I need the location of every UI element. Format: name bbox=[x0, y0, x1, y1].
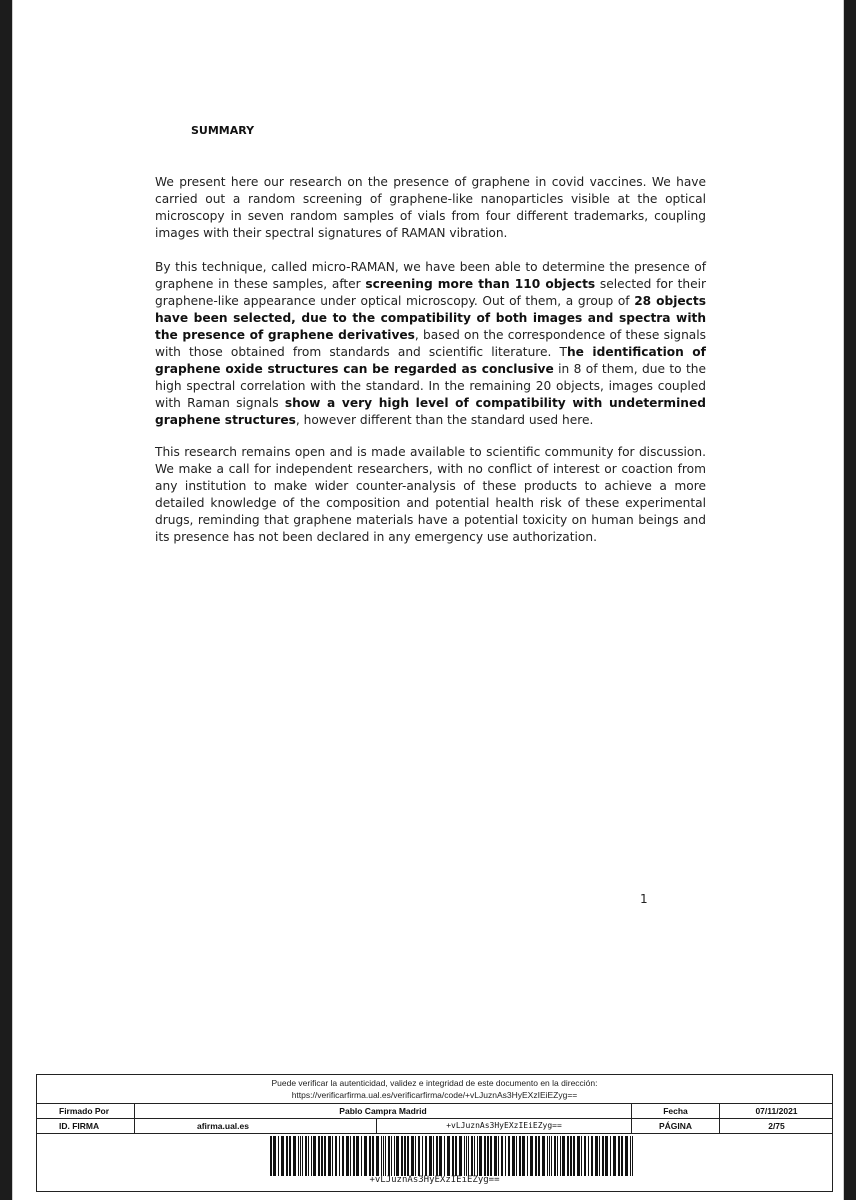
barcode-bar bbox=[464, 1136, 465, 1176]
barcode-bar bbox=[487, 1136, 489, 1176]
barcode-bar bbox=[581, 1136, 582, 1176]
barcode-bar bbox=[418, 1136, 420, 1176]
barcode-bar bbox=[436, 1136, 438, 1176]
signature-date: 07/11/2021 bbox=[719, 1104, 833, 1118]
barcode-bar bbox=[455, 1136, 457, 1176]
barcode-bar bbox=[335, 1136, 337, 1176]
barcode-bar bbox=[385, 1136, 386, 1176]
barcode-bar bbox=[479, 1136, 482, 1176]
bold-text-run: show a very high level of compatibility with undetermined graphene structures bbox=[155, 396, 706, 427]
barcode-bar bbox=[468, 1136, 469, 1176]
barcode-bar bbox=[573, 1136, 575, 1176]
barcode-bar bbox=[484, 1136, 486, 1176]
paragraph-call bbox=[155, 444, 706, 546]
barcode-bar bbox=[498, 1136, 499, 1176]
signer-name: Pablo Campra Madrid bbox=[134, 1104, 631, 1118]
barcode-bar bbox=[383, 1136, 384, 1176]
barcode-bar bbox=[302, 1136, 303, 1176]
barcode-bar bbox=[577, 1136, 580, 1176]
barcode-bar bbox=[625, 1136, 628, 1176]
barcode-bar bbox=[425, 1136, 427, 1176]
barcode-bar bbox=[459, 1136, 462, 1176]
barcode-bar bbox=[554, 1136, 556, 1176]
barcode-bar bbox=[328, 1136, 331, 1176]
text-run: By this technique, called micro-RAMAN, we have been able to determine the presence of graphene in these samples, after bbox=[155, 260, 706, 291]
barcode-bar bbox=[381, 1136, 382, 1176]
barcode-bar bbox=[538, 1136, 540, 1176]
barcode-bar bbox=[444, 1136, 445, 1176]
barcode-bar bbox=[396, 1136, 399, 1176]
barcode-bar bbox=[551, 1136, 552, 1176]
document-page bbox=[12, 0, 844, 1200]
barcode-bar bbox=[630, 1136, 631, 1176]
page-number: 1 bbox=[640, 892, 648, 906]
barcode-bar bbox=[321, 1136, 323, 1176]
barcode-bar bbox=[270, 1136, 272, 1176]
barcode-bar bbox=[401, 1136, 403, 1176]
barcode-bar bbox=[411, 1136, 414, 1176]
barcode-bar bbox=[557, 1136, 558, 1176]
barcode-bar bbox=[605, 1136, 608, 1176]
date-label: Fecha bbox=[631, 1104, 719, 1118]
barcode-bar bbox=[494, 1136, 497, 1176]
id-host: afirma.ual.es bbox=[134, 1119, 376, 1133]
bold-text-run: he identification of graphene oxide structures can be regarded as conclusive bbox=[155, 345, 706, 376]
barcode-bar bbox=[364, 1136, 367, 1176]
barcode-bar bbox=[300, 1136, 301, 1176]
paragraph-intro bbox=[155, 174, 706, 242]
barcode-bar bbox=[311, 1136, 312, 1176]
signature-box bbox=[36, 1074, 833, 1192]
barcode-bar bbox=[305, 1136, 307, 1176]
barcode-bar bbox=[547, 1136, 548, 1176]
barcode-bar bbox=[602, 1136, 604, 1176]
barcode-bar bbox=[439, 1136, 442, 1176]
barcode-bar bbox=[474, 1136, 475, 1176]
barcode-bar bbox=[433, 1136, 434, 1176]
barcode-bar bbox=[466, 1136, 467, 1176]
barcode-bar bbox=[339, 1136, 340, 1176]
barcode-bar bbox=[584, 1136, 586, 1176]
barcode-bar bbox=[278, 1136, 279, 1176]
barcode-bar bbox=[613, 1136, 616, 1176]
barcode-bar bbox=[595, 1136, 598, 1176]
barcode-bar bbox=[388, 1136, 390, 1176]
signed-by-label: Firmado Por bbox=[59, 1106, 110, 1116]
barcode-bar bbox=[415, 1136, 416, 1176]
barcode-bar bbox=[490, 1136, 492, 1176]
bold-text-run: screening more than 110 objects bbox=[365, 277, 596, 291]
barcode-bar bbox=[542, 1136, 545, 1176]
barcode-bar bbox=[372, 1136, 374, 1176]
barcode-bar bbox=[286, 1136, 288, 1176]
barcode-bar bbox=[549, 1136, 550, 1176]
barcode-bar bbox=[591, 1136, 593, 1176]
barcode-text: +vLJuznAs3HyEXzIEiEZyg== bbox=[369, 1175, 500, 1185]
barcode-bar bbox=[308, 1136, 309, 1176]
barcode-bar bbox=[313, 1136, 316, 1176]
barcode-bar bbox=[293, 1136, 296, 1176]
barcode-bar bbox=[512, 1136, 515, 1176]
barcode-bar bbox=[361, 1136, 362, 1176]
verify-url[interactable]: https://verificarfirma.ual.es/verificarfirma/code/+vLJuznAs3HyEXzIEiEZyg== bbox=[291, 1090, 578, 1100]
text-run: , however different than the standard used here. bbox=[295, 413, 594, 427]
barcode-bar bbox=[289, 1136, 291, 1176]
barcode-bar bbox=[298, 1136, 299, 1176]
barcode-bar bbox=[273, 1136, 276, 1176]
barcode-bar bbox=[599, 1136, 600, 1176]
paragraph-method bbox=[155, 259, 706, 429]
text-run: selected for their graphene-like appearance under optical microscopy. Out of them, a group of bbox=[155, 277, 706, 308]
barcode-bar bbox=[632, 1136, 633, 1176]
barcode-bar bbox=[471, 1136, 473, 1176]
barcode-bar bbox=[477, 1136, 478, 1176]
signature-code: +vLJuznAs3HyEXzIEiEZyg== bbox=[376, 1119, 631, 1133]
barcode-bar bbox=[562, 1136, 565, 1176]
barcode-bar bbox=[570, 1136, 572, 1176]
barcode-bar bbox=[505, 1136, 506, 1176]
text-run: , based on the correspondence of these signals with those obtained from standards and scientific literature. T bbox=[155, 328, 706, 359]
text-run: We present here our research on the presence of graphene in covid vaccines. We have carried out a random screening of graphene-like nanoparticles visible at the optical microscopy in seven random samples of vials from four different trademarks, coupling images with their spectral signatures of RAMAN vibration. bbox=[155, 175, 706, 240]
barcode-bar bbox=[621, 1136, 623, 1176]
barcode-bar bbox=[530, 1136, 533, 1176]
barcode-bar bbox=[394, 1136, 395, 1176]
barcode-bar bbox=[407, 1136, 409, 1176]
barcode-bar bbox=[452, 1136, 454, 1176]
page-label: PÁGINA bbox=[631, 1119, 719, 1133]
barcode-bar bbox=[281, 1136, 284, 1176]
barcode-bar bbox=[318, 1136, 320, 1176]
barcode-bar bbox=[332, 1136, 333, 1176]
barcode-bar bbox=[429, 1136, 432, 1176]
verify-text: Puede verificar la autenticidad, validez e integridad de este documento en la dirección: bbox=[271, 1078, 598, 1088]
barcode-bar bbox=[535, 1136, 537, 1176]
signature-row-id bbox=[37, 1118, 832, 1134]
barcode-bar bbox=[610, 1136, 611, 1176]
barcode-bar bbox=[522, 1136, 525, 1176]
barcode-bar bbox=[516, 1136, 517, 1176]
id-label: ID. FIRMA bbox=[59, 1121, 100, 1131]
barcode-bar bbox=[353, 1136, 355, 1176]
barcode-bar bbox=[369, 1136, 371, 1176]
barcode-bar bbox=[447, 1136, 450, 1176]
barcode-bar bbox=[422, 1136, 423, 1176]
barcode-bar bbox=[391, 1136, 392, 1176]
bold-text-run: 28 objects have been selected, due to the compatibility of both images and spectra with the presence of graphene derivatives bbox=[155, 294, 706, 342]
barcode-bar bbox=[519, 1136, 521, 1176]
text-run: This research remains open and is made available to scientific community for discussion. We make a call for independent researchers, with no conflict of interest or coaction from any institution to make wider counter-analysis of these products to achieve a more detailed knowledge of the composition and potential health risk of these experimental drugs, reminding that graphene materials have a potential toxicity on human beings and its presence has not been declared in any emergency use authorization. bbox=[155, 445, 706, 544]
barcode-bar bbox=[346, 1136, 349, 1176]
signature-page: 2/75 bbox=[719, 1119, 833, 1133]
barcode-bar bbox=[560, 1136, 561, 1176]
barcode-bar bbox=[342, 1136, 344, 1176]
barcode-bar bbox=[376, 1136, 379, 1176]
barcode-bar bbox=[618, 1136, 620, 1176]
barcode-bar bbox=[324, 1136, 326, 1176]
summary-heading: SUMMARY bbox=[191, 124, 255, 137]
barcode-bar bbox=[508, 1136, 510, 1176]
barcode-bar bbox=[501, 1136, 503, 1176]
barcode-bar bbox=[567, 1136, 569, 1176]
text-run: in 8 of them, due to the high spectral correlation with the standard. In the remaining 20 objects, images coupled with Raman signals bbox=[155, 362, 706, 410]
barcode-bar bbox=[350, 1136, 351, 1176]
barcode-bar bbox=[404, 1136, 406, 1176]
barcode-bar bbox=[588, 1136, 589, 1176]
barcode-bar bbox=[356, 1136, 359, 1176]
barcode-bar bbox=[527, 1136, 528, 1176]
barcode-image bbox=[270, 1136, 634, 1176]
signature-row-signer bbox=[37, 1103, 832, 1118]
